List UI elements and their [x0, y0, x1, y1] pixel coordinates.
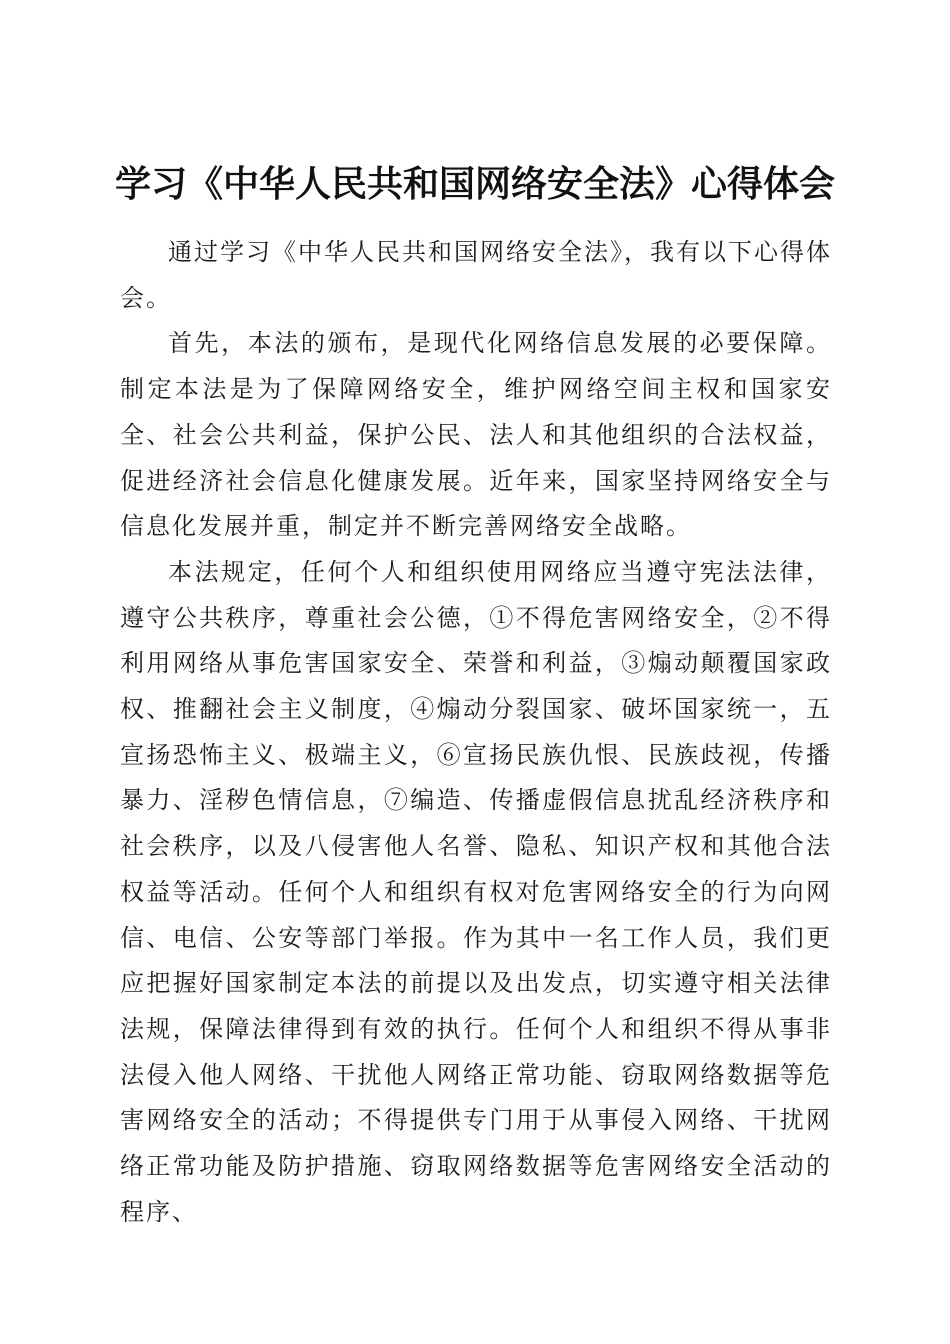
- paragraph-intro: 通过学习《中华人民共和国网络安全法》，我有以下心得体会。: [120, 238, 832, 312]
- paragraph-first-point: 首先，本法的颁布，是现代化网络信息发展的必要保障。制定本法是为了保障网络安全，维护网络空间主权和国家安全、社会公共利益，保护公民、法人和其他组织的合法权益，促进经济社会信息化健康发展。近年来，国家坚持网络安全与信息化发展并重，制定并不断完善网络安全战略。: [120, 329, 832, 541]
- document-body: [120, 230, 832, 1235]
- document-title: 学习《中华人民共和国网络安全法》心得体会: [114, 163, 835, 206]
- paragraph-law-provisions: 本法规定，任何个人和组织使用网络应当遵守宪法法律，遵守公共秩序，尊重社会公德，①不得危害网络安全，②不得利用网络从事危害国家安全、荣誉和利益，③煽动颠覆国家政权、推翻社会主义制度，④煽动分裂国家、破坏国家统一，五宣扬恐怖主义、极端主义，⑥宣扬民族仇恨、民族歧视，传播暴力、淫秽色情信息，⑦编造、传播虚假信息扰乱经济秩序和社会秩序，以及八侵害他人名誉、隐私、知识产权和其他合法权益等活动。任何个人和组织有权对危害网络安全的行为向网信、电信、公安等部门举报。作为其中一名工作人员，我们更应把握好国家制定本法的前提以及出发点，切实遵守相关法律法规，保障法律得到有效的执行。任何个人和组织不得从事非法侵入他人网络、干扰他人网络正常功能、窃取网络数据等危害网络安全的活动；不得提供专门用于从事侵入网络、干扰网络正常功能及防护措施、窃取网络数据等危害网络安全活动的程序、: [120, 557, 832, 1226]
